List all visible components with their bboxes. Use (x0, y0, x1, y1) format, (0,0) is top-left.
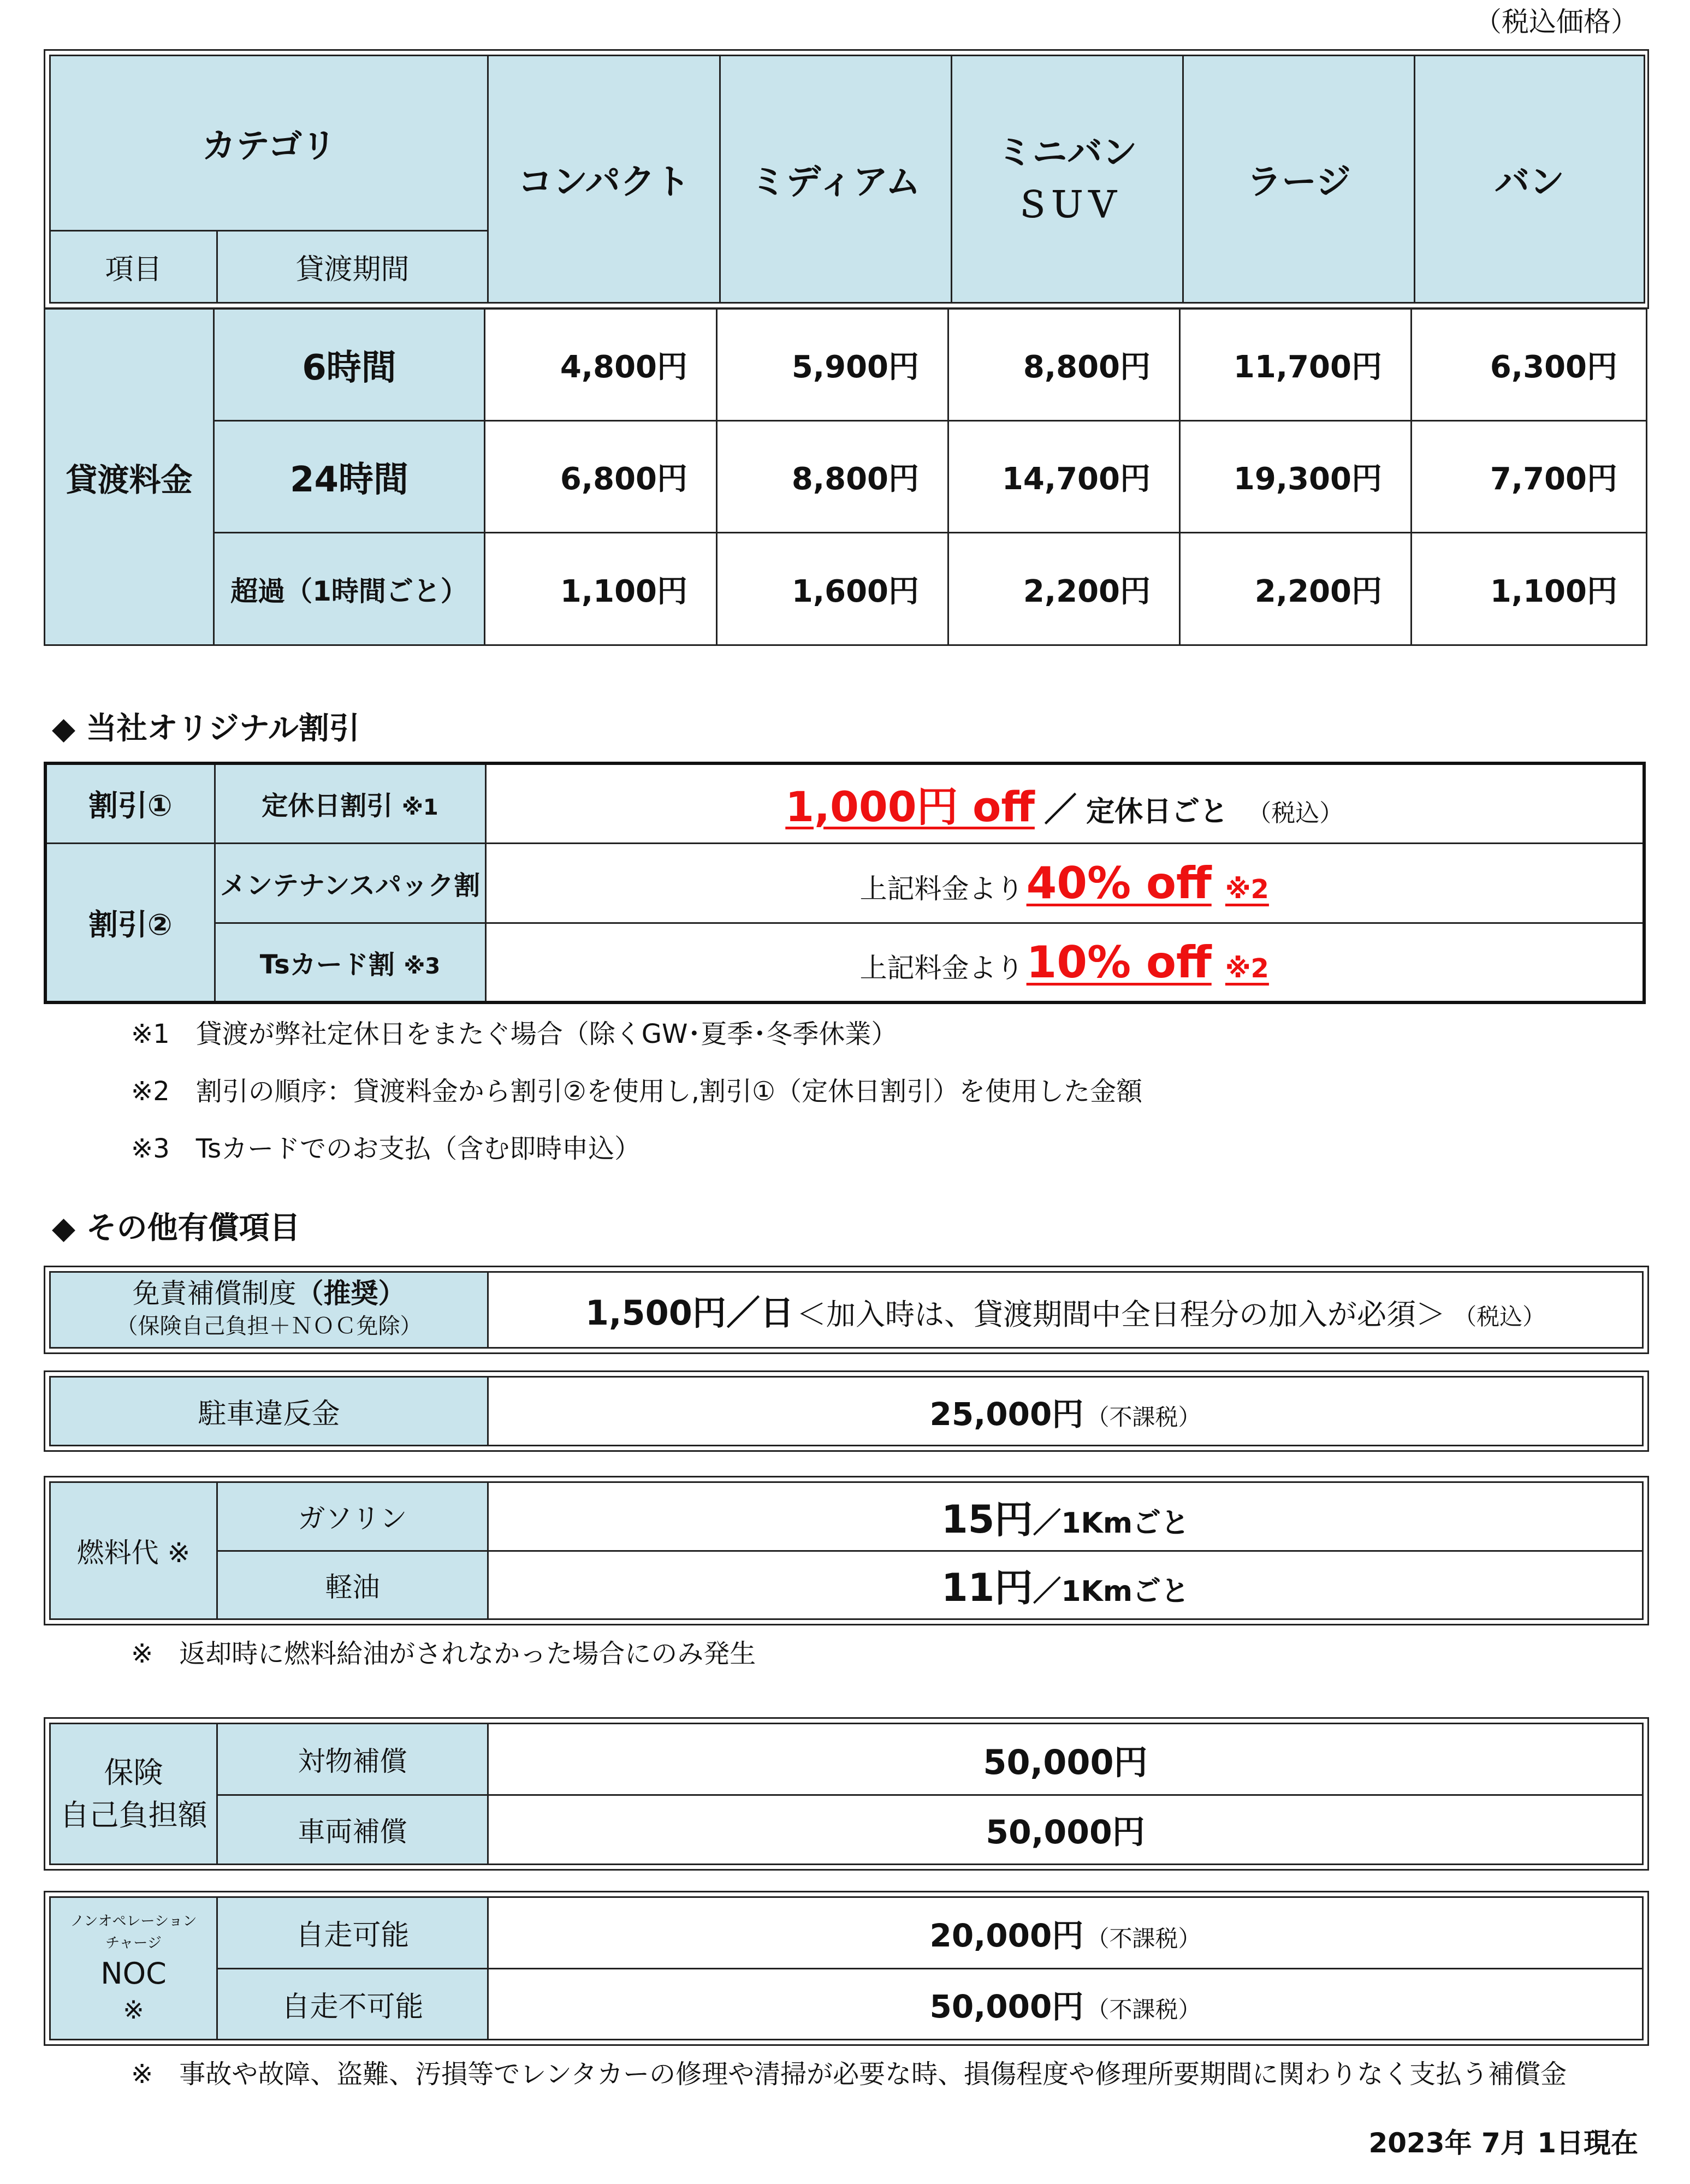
discount-1-detail (485, 763, 1644, 843)
discount-1-amount: 1,000円 off (785, 782, 1035, 832)
tax-note: （税込価格） (1474, 6, 1638, 38)
period-overtime: 超過（1時間ごと） (214, 533, 485, 645)
fuel-frame (44, 1476, 1649, 1625)
waiver-label-sub: （保険自己負担＋ＮＯＣ免除） (116, 1314, 422, 1339)
price-cell: 2,200円 (1180, 533, 1412, 645)
parking-frame (44, 1370, 1649, 1452)
period-6h: 6時間 (214, 309, 485, 421)
discount-2-label: 割引② (45, 843, 215, 1002)
noc-mark: ※ (123, 1995, 144, 2025)
rate-header-table (49, 55, 1645, 304)
discount-2b-detail (485, 923, 1644, 1002)
fuel-label: 燃料代 ※ (50, 1482, 217, 1619)
fuel-diesel-price: 11円 (941, 1565, 1033, 1611)
waiver-frame (44, 1266, 1649, 1354)
price-cell: 1,100円 (1412, 533, 1647, 645)
insurance-vehicle-price: 50,000円 (488, 1795, 1643, 1865)
discount-1-sep: ／ (1044, 791, 1077, 830)
discount-2a-name: メンテナンスパック割 (215, 843, 485, 923)
discount-2b-amount: 10% off (1026, 936, 1212, 988)
waiver-table (49, 1271, 1644, 1349)
insurance-type-vehicle: 車両補償 (217, 1795, 488, 1865)
category-compact: コンパクト (488, 56, 720, 303)
item-label: 項目 (50, 230, 217, 302)
discount-1-tax: （税込） (1247, 799, 1344, 828)
discount-2a-pre: 上記料金より (859, 873, 1024, 905)
price-cell: 4,800円 (485, 309, 717, 421)
noc-frame (44, 1891, 1649, 2046)
parking-label: 駐車違反金 (50, 1377, 488, 1446)
fuel-type-gasoline: ガソリン (217, 1482, 488, 1551)
parking-table (49, 1376, 1644, 1446)
rate-header-frame (44, 49, 1649, 309)
fuel-gasoline-unit: ／1Kmごと (1033, 1506, 1190, 1540)
price-cell: 1,100円 (485, 533, 717, 645)
discount-section-title: ◆ 当社オリジナル割引 (52, 711, 360, 746)
insurance-property-price: 50,000円 (488, 1724, 1643, 1795)
noc-label-text: NOC (100, 1956, 167, 1991)
parking-tax: （不課税） (1086, 1403, 1201, 1431)
noc-drivable-detail (488, 1897, 1643, 1969)
noc-label (50, 1897, 217, 2040)
waiver-detail (488, 1272, 1643, 1348)
fuel-type-diesel: 軽油 (217, 1551, 488, 1619)
discount-1-label: 割引① (45, 763, 215, 843)
rate-group-label: 貸渡料金 (45, 309, 214, 645)
discount-2b-mark: ※3 (404, 953, 441, 979)
insurance-table (49, 1723, 1644, 1865)
noc-table (49, 1896, 1644, 2040)
noc-not-drivable-price: 50,000円 (929, 1988, 1084, 2026)
price-cell: 14,700円 (948, 421, 1180, 533)
noc-not-drivable-detail (488, 1968, 1643, 2040)
insurance-type-property: 対物補償 (217, 1724, 488, 1795)
noc-ruby-2: チャージ (105, 1935, 162, 1951)
rate-body-table (44, 308, 1647, 646)
category-minivan-suv: ミニバン ＳＵＶ (952, 56, 1183, 303)
discount-1-mark: ※1 (402, 795, 438, 821)
fuel-note: ※ 返却時に燃料給油がされなかった場合にのみ発生 (131, 1639, 756, 1669)
discount-2b-pre: 上記料金より (859, 952, 1024, 984)
price-cell: 6,300円 (1412, 309, 1647, 421)
discount-1-name-text: 定休日割引 (262, 791, 393, 822)
discount-2b-note-mark: ※2 (1225, 953, 1269, 984)
discount-2a-detail (485, 843, 1644, 923)
fuel-table (49, 1481, 1644, 1620)
discount-2a-amount: 40% off (1026, 857, 1212, 909)
waiver-price: 1,500円／日 (585, 1292, 794, 1333)
period-24h: 24時間 (214, 421, 485, 533)
insurance-label-1: 保険 (104, 1755, 163, 1790)
discount-note-1: ※1 貸渡が弊社定休日をまたぐ場合（除くGW･夏季･冬季休業） (131, 1019, 898, 1049)
discount-note-2: ※2 割引の順序：貸渡料金から割引②を使用し,割引①（定休日割引）を使用した金額 (131, 1076, 1143, 1107)
insurance-label-2: 自己負担額 (60, 1797, 207, 1832)
insurance-frame (44, 1717, 1649, 1871)
category-large: ラージ (1183, 56, 1415, 303)
discount-1-post: 定休日ごと (1086, 796, 1229, 829)
noc-type-not-drivable: 自走不可能 (217, 1968, 488, 2040)
fuel-diesel-detail (488, 1551, 1643, 1619)
price-cell: 19,300円 (1180, 421, 1412, 533)
waiver-desc: ＜加入時は、貸渡期間中全日程分の加入が必須＞ (797, 1297, 1446, 1332)
parking-price: 25,000円 (929, 1395, 1084, 1433)
price-cell: 8,800円 (948, 309, 1180, 421)
parking-detail (488, 1377, 1643, 1446)
date-note: 2023年 7月 1日現在 (1368, 2127, 1638, 2159)
waiver-label (50, 1272, 488, 1348)
discount-2b-name (215, 923, 485, 1002)
discount-2a-note-mark: ※2 (1225, 874, 1269, 905)
price-cell: 5,900円 (717, 309, 948, 421)
price-cell: 7,700円 (1412, 421, 1647, 533)
waiver-label-main: 免責補償制度 (132, 1278, 297, 1309)
fuel-gasoline-price: 15円 (941, 1497, 1033, 1542)
discount-1-name (215, 763, 485, 843)
noc-drivable-price: 20,000円 (929, 1916, 1084, 1954)
category-van: バン (1415, 56, 1645, 303)
category-label: カテゴリ (50, 56, 488, 231)
insurance-label (50, 1724, 217, 1865)
discount-note-3: ※3 Tsカードでのお支払（含む即時申込） (131, 1133, 641, 1164)
other-section-title: ◆ その他有償項目 (52, 1210, 300, 1246)
waiver-tax: （税込） (1454, 1303, 1546, 1330)
noc-not-drivable-tax: （不課税） (1086, 1996, 1201, 2023)
fuel-gasoline-detail (488, 1482, 1643, 1551)
price-cell: 6,800円 (485, 421, 717, 533)
price-cell: 2,200円 (948, 533, 1180, 645)
price-cell: 8,800円 (717, 421, 948, 533)
category-medium: ミディアム (720, 56, 952, 303)
price-cell: 1,600円 (717, 533, 948, 645)
fuel-diesel-unit: ／1Kmごと (1033, 1575, 1190, 1609)
noc-note: ※ 事故や故障、盗難、汚損等でレンタカーの修理や清掃が必要な時、損傷程度や修理所要期間に関わりなく支払う補償金 (131, 2059, 1567, 2090)
discount-table (44, 762, 1646, 1004)
noc-drivable-tax: （不課税） (1086, 1925, 1201, 1952)
period-label: 貸渡期間 (217, 230, 488, 302)
noc-type-drivable: 自走可能 (217, 1897, 488, 1969)
waiver-label-emph: （推奨） (296, 1278, 406, 1309)
noc-ruby-1: ノンオペレーション (70, 1913, 197, 1930)
discount-2b-name-text: Tsカード割 (259, 949, 395, 980)
price-cell: 11,700円 (1180, 309, 1412, 421)
